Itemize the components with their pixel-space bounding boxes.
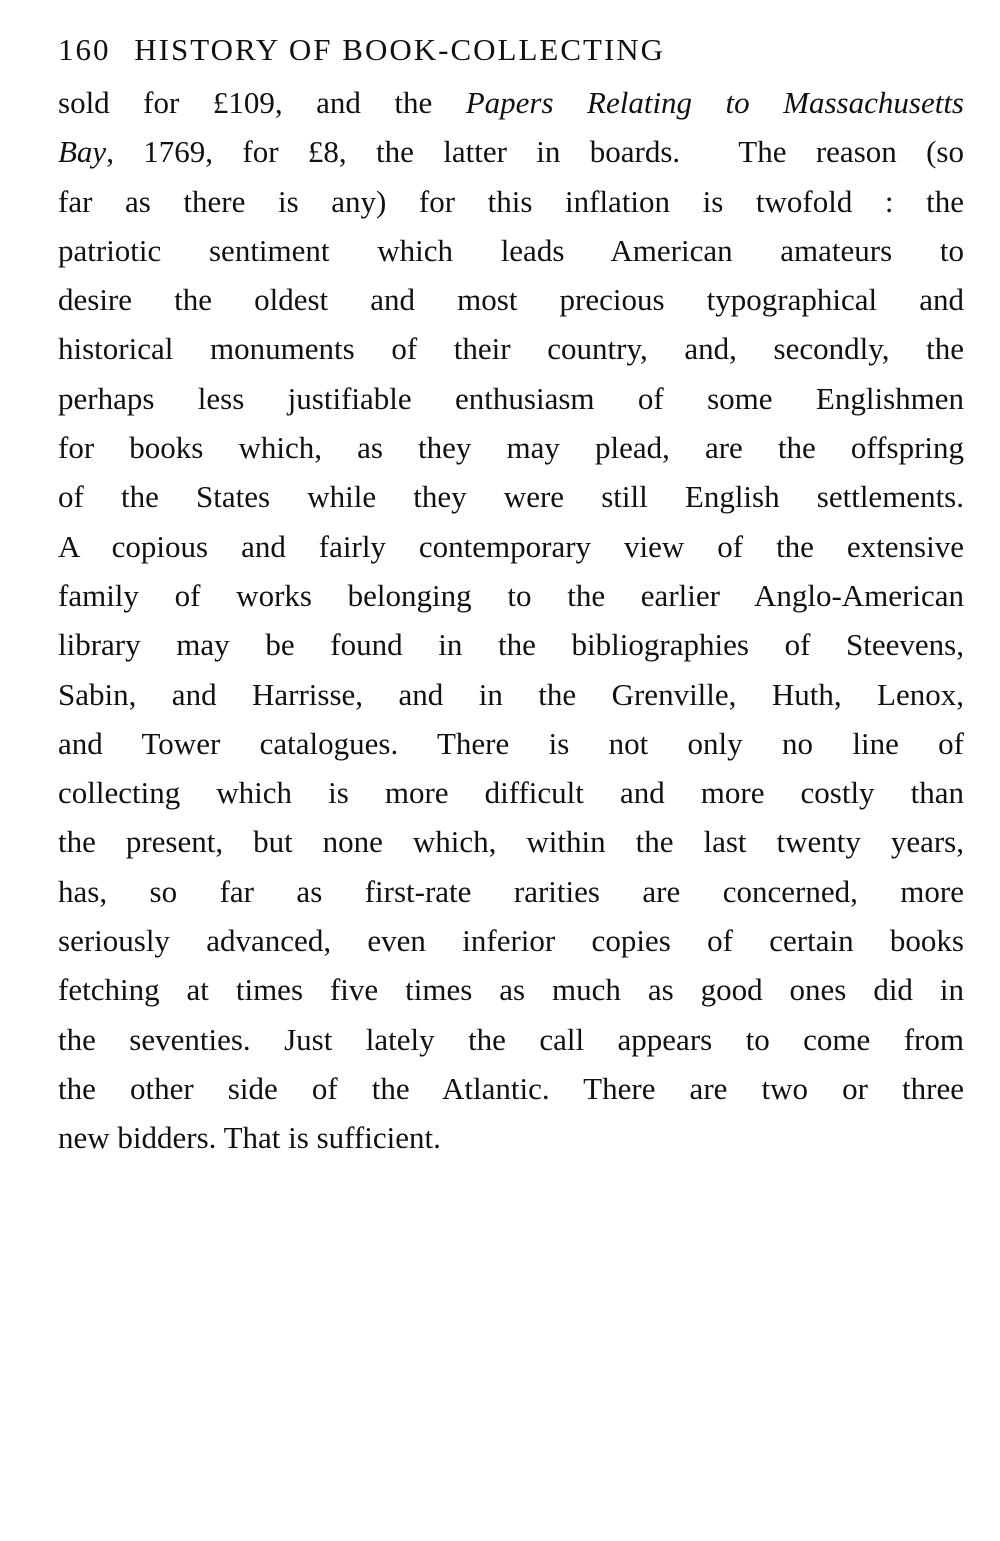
text-line: desire the oldest and most precious typographical and [58, 282, 964, 318]
italic-title: Bay [58, 134, 107, 170]
text-line: Sabin, and Harrisse, and in the Grenville, Huth, Lenox, [58, 676, 964, 712]
text-line: collecting which is more difficult and more costly than [58, 775, 964, 811]
text-line: and Tower catalogues. There is not only no line of [58, 725, 964, 761]
text-line-last: new bidders. That is sufficient. [58, 1120, 441, 1156]
text-line: for books which, as they may plead, are the offspring [58, 430, 964, 466]
running-head [58, 30, 964, 78]
text-line: the seventies. Just lately the call appears to come from [58, 1021, 964, 1057]
text-segment: sold for £109, and the [58, 85, 466, 120]
page-number: 160 [58, 32, 111, 67]
text-line [58, 127, 964, 176]
text-line: historical monuments of their country, and, secondly, the [58, 331, 964, 367]
body-paragraph [58, 78, 964, 1163]
text-line [58, 78, 964, 127]
text-line: perhaps less justifiable enthusiasm of some Englishmen [58, 380, 964, 416]
text-line: of the States while they were still English settlements. [58, 479, 964, 515]
text-line: the other side of the Atlantic. There are two or three [58, 1070, 964, 1106]
text-line: family of works belonging to the earlier Anglo-American [58, 577, 964, 613]
text-line: library may be found in the bibliographies of Steevens, [58, 627, 964, 663]
text-line: far as there is any) for this inflation is twofold : the [58, 183, 964, 219]
text-segment: , 1769, for £8, the latter in boards. The reason (so [106, 134, 964, 170]
text-line: fetching at times five times as much as good ones did in [58, 972, 964, 1008]
italic-title: Papers Relating to Massachusetts [465, 85, 964, 120]
text-line: A copious and fairly contemporary view of the extensive [58, 528, 964, 564]
text-line: has, so far as first-rate rarities are concerned, more [58, 873, 964, 909]
book-page [58, 30, 964, 1163]
text-line: the present, but none which, within the last twenty years, [58, 824, 964, 860]
text-line: patriotic sentiment which leads American amateurs to [58, 232, 964, 268]
text-line: seriously advanced, even inferior copies of certain books [58, 923, 964, 959]
running-title: HISTORY OF BOOK-COLLECTING [134, 32, 666, 67]
